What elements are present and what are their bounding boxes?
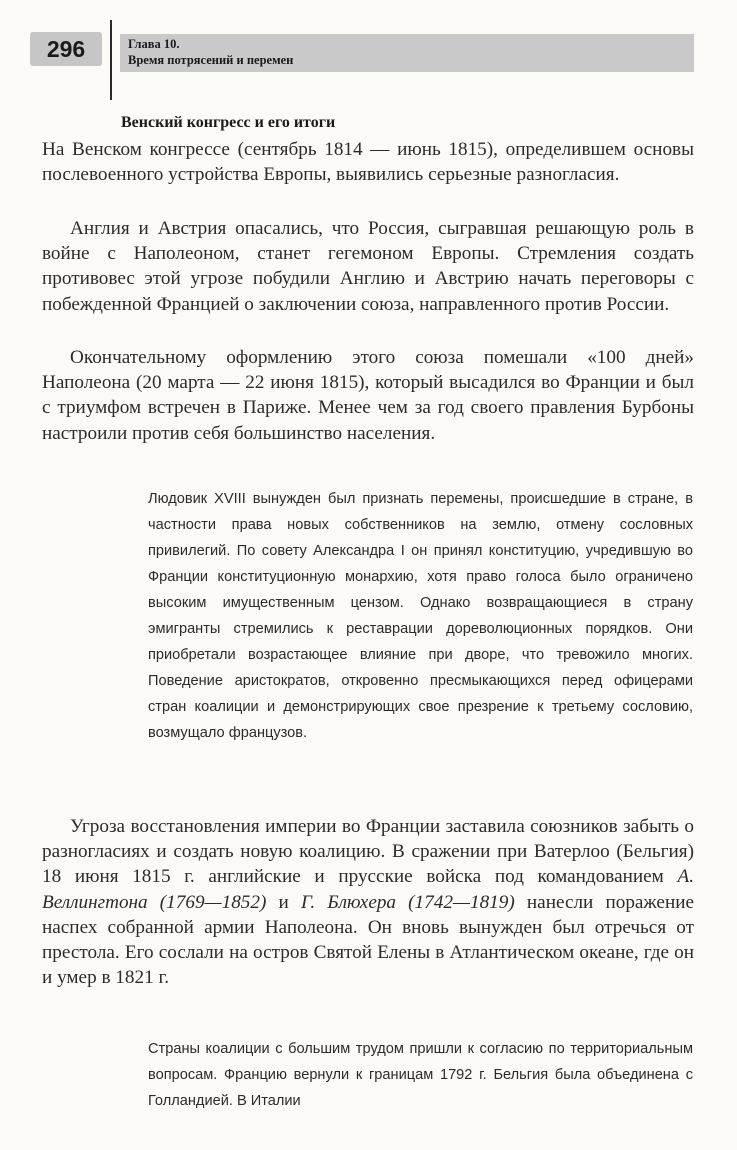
paragraph-2: Англия и Австрия опасались, что Россия, сыгравшая решающую роль в войне с Наполеоном, станет гегемоном Европы. Стремления создать противовес этой угрозе побудили Англию и Австрию начать переговоры с побежденной Францией о заключении союза, направленного против России.	[42, 218, 694, 315]
person-blucher: Г. Блюхера (1742—1819)	[300, 891, 515, 913]
section-heading: Венский конгресс и его итоги	[121, 114, 336, 131]
chapter-header	[120, 34, 694, 72]
person-wellington: А. Веллингтона (1769—1852)	[42, 866, 694, 913]
paragraph-4-conjunction: и	[266, 891, 301, 913]
paragraph-4-text-b: нанесли поражение наспех собранной армии Наполеона. Он вновь вынужден был отречься от престола. Его сослали на остров Святой Елены в Атлантическом океане, где он и умер в 1821 г.	[42, 891, 694, 989]
note-paragraph-1: Людовик XVIII вынужден был признать перемены, происшедшие в стране, в частности права новых собственников на землю, отмену сословных привилегий. По совету Александра I он принял конституцию, учредившую во Франции конституционную монархию, хотя право голоса было ограничено высоким имущественным цензом. Однако возвращающиеся в страну эмигранты стремились к реставрации дореволюционных порядков. Они приобретали возрастающее влияние при дворе, что тревожило многих. Поведение аристократов, откровенно пресмыкающихся перед офицерами стран коалиции и демонстрирующих свое презрение к третьему сословию, возмущало французов.	[148, 491, 693, 741]
paragraph-4	[42, 814, 694, 990]
chapter-label: Глава 10.	[128, 37, 180, 51]
chapter-title: Время потрясений и перемен	[128, 53, 294, 67]
paragraph-1: На Венском конгрессе (сентябрь 1814 — июнь 1815), определившем основы послевоенного устройства Европы, выявились серьезные разногласия.	[42, 139, 694, 186]
header-divider	[110, 20, 112, 100]
page-number: 296	[30, 32, 102, 66]
paragraph-3: Окончательному оформлению этого союза помешали «100 дней» Наполеона (20 марта — 22 июня 1815), который высадился во Франции и был с триумфом встречен в Париже. Менее чем за год своего правления Бурбоны настроили против себя большинство населения.	[42, 347, 694, 444]
paragraph-4-text-a: Угроза восстановления империи во Франции заставила союзников забыть о разногласиях и создать новую коалицию. В сражении при Ватерлоо (Бельгия) 18 июня 1815 г. английские и прусские войска под командованием	[42, 816, 694, 888]
note-paragraph-2: Страны коалиции с большим трудом пришли к согласию по территориальным вопросам. Францию вернули к границам 1792 г. Бельгия была объединена с Голландией. В Италии	[148, 1041, 693, 1109]
